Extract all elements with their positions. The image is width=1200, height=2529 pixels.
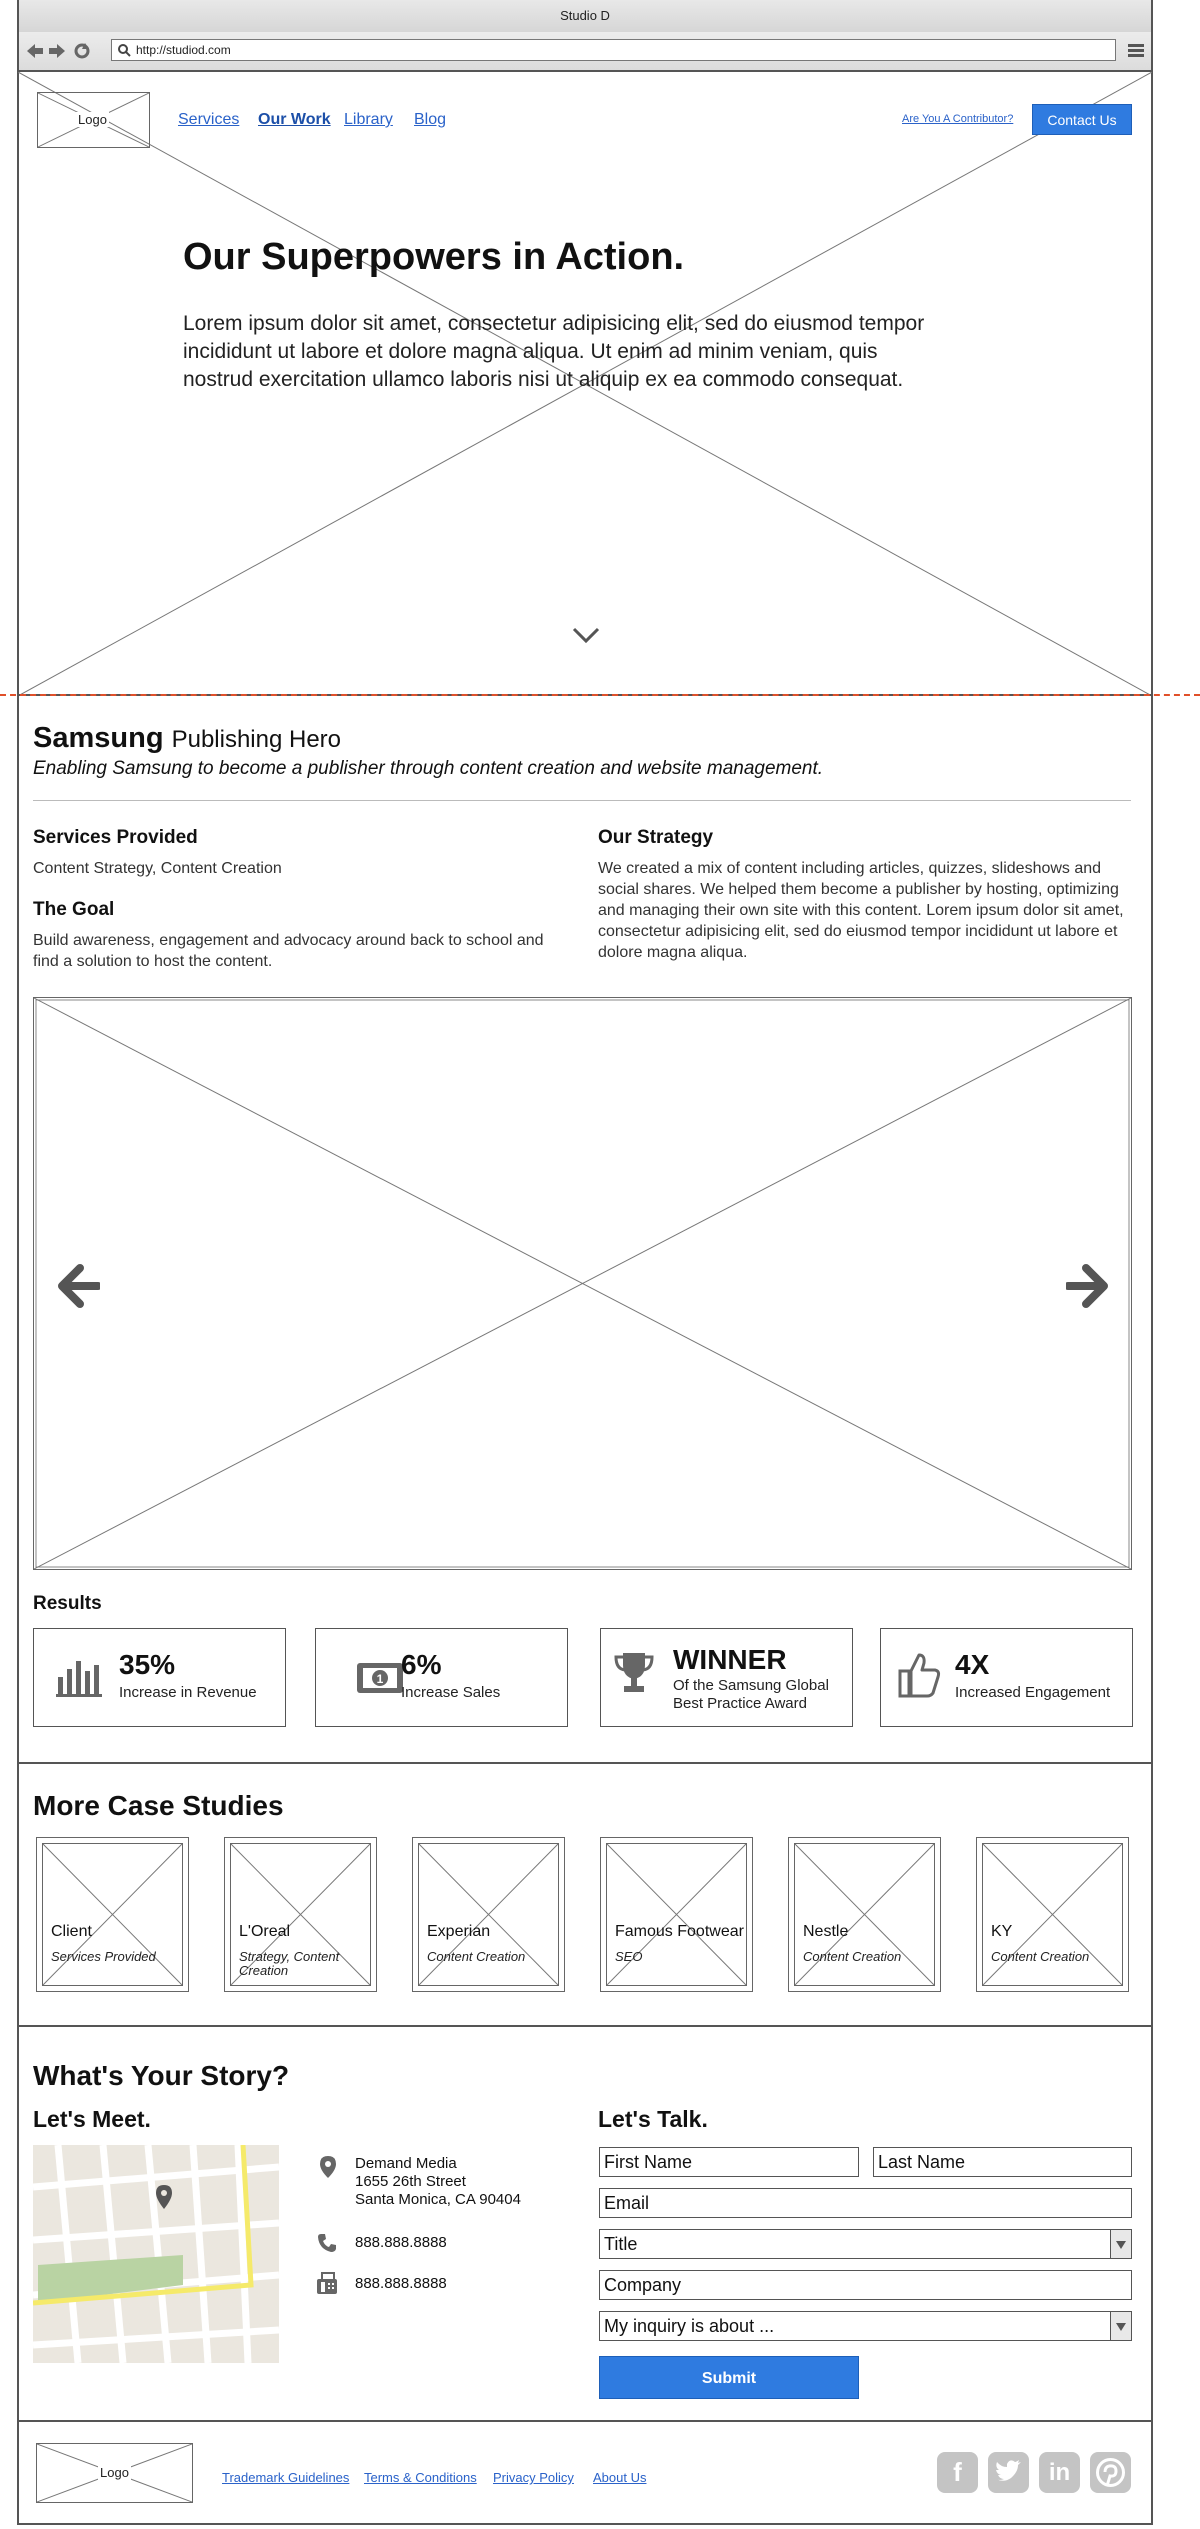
case-project: Publishing Hero bbox=[171, 726, 342, 753]
talk-label: Let's Talk. bbox=[598, 2106, 708, 2132]
bar-chart-icon bbox=[56, 1657, 102, 1697]
forward-icon[interactable] bbox=[49, 44, 65, 58]
title-select[interactable] bbox=[599, 2229, 1132, 2259]
services-value: Content Strategy, Content Creation bbox=[33, 860, 282, 877]
case-title bbox=[33, 722, 341, 755]
phone-icon bbox=[317, 2233, 337, 2253]
result-label: Increase Sales bbox=[401, 1684, 501, 1701]
window-title: Studio D bbox=[19, 0, 1151, 33]
hero-title: Our Superpowers in Action. bbox=[183, 236, 685, 278]
divider bbox=[33, 800, 1131, 801]
case-thumb-name: Experian bbox=[427, 1923, 491, 1940]
submit-button[interactable]: Submit bbox=[599, 2356, 859, 2399]
logo-text: Logo bbox=[78, 112, 107, 127]
contact-us-button[interactable]: Contact Us bbox=[1032, 104, 1132, 135]
goal-value: Build awareness, engagement and advocacy around back to school and find a solution to host the content. bbox=[33, 932, 544, 970]
case-thumb-ky[interactable] bbox=[976, 1837, 1129, 1992]
case-thumb-experian[interactable] bbox=[412, 1837, 565, 1992]
section-divider bbox=[18, 1762, 1152, 1764]
carousel-next-arrow-icon[interactable] bbox=[1066, 1264, 1110, 1308]
contributor-link[interactable]: Are You A Contributor? bbox=[902, 113, 1014, 125]
location-pin-icon bbox=[319, 2155, 337, 2179]
case-thumb-service: Services Provided bbox=[51, 1949, 156, 1964]
fax-icon bbox=[315, 2272, 339, 2296]
title-select-value: Title bbox=[604, 2234, 638, 2254]
case-thumb-service: SEO bbox=[615, 1949, 643, 1964]
nav-services[interactable]: Services bbox=[178, 111, 240, 128]
fax-number: 888.888.8888 bbox=[355, 2275, 447, 2292]
thumbs-up-icon bbox=[897, 1651, 941, 1699]
address-street: 1655 26th Street bbox=[355, 2173, 466, 2190]
reload-icon[interactable] bbox=[76, 43, 89, 57]
results-label: Results bbox=[33, 1593, 102, 1614]
case-thumb-name: Client bbox=[51, 1923, 92, 1940]
menu-icon[interactable] bbox=[1127, 41, 1145, 59]
header-logo[interactable] bbox=[37, 92, 150, 148]
nav-our-work[interactable]: Our Work bbox=[258, 111, 331, 128]
trophy-icon bbox=[614, 1651, 654, 1695]
chevron-down-icon[interactable] bbox=[572, 626, 600, 644]
result-value: WINNER bbox=[673, 1644, 787, 1675]
case-tagline: Enabling Samsung to become a publisher through content creation and website management. bbox=[33, 758, 824, 779]
case-thumb-name: KY bbox=[991, 1923, 1013, 1940]
case-thumb-loreal[interactable] bbox=[224, 1837, 377, 1992]
footer-link-trademark[interactable]: Trademark Guidelines bbox=[222, 2470, 350, 2485]
twitter-icon[interactable] bbox=[988, 2452, 1029, 2493]
strategy-label: Our Strategy bbox=[598, 827, 714, 848]
footer-logo[interactable] bbox=[36, 2443, 193, 2503]
nav-library[interactable]: Library bbox=[344, 111, 393, 128]
case-thumb-service: Content Creation bbox=[991, 1949, 1090, 1964]
result-label: Increase in Revenue bbox=[119, 1684, 257, 1701]
address-company: Demand Media bbox=[355, 2155, 457, 2172]
pinterest-icon[interactable] bbox=[1090, 2452, 1131, 2493]
case-thumb-name: Nestle bbox=[803, 1923, 849, 1940]
case-thumb-client[interactable] bbox=[36, 1837, 189, 1992]
hero-body: Lorem ipsum dolor sit amet, consectetur adipisicing elit, sed do eiusmod tempor incididunt ut labore et dolore magna aliqua. Ut enim ad minim veniam, quis nostrud exercitation ullamco laboris nisi ut aliquip ex ea commodo consequat. bbox=[183, 312, 925, 391]
browser-nav-icons bbox=[25, 41, 95, 61]
svg-text:1: 1 bbox=[376, 1672, 384, 1686]
case-thumb-service: Content Creation bbox=[803, 1949, 902, 1964]
phone-number[interactable]: 888.888.8888 bbox=[355, 2234, 447, 2251]
facebook-icon[interactable]: f bbox=[937, 2452, 978, 2493]
story-title: What's Your Story? bbox=[33, 2060, 290, 2091]
more-cases-title: More Case Studies bbox=[33, 1790, 284, 1821]
first-name-field[interactable]: First Name bbox=[599, 2147, 859, 2177]
case-client: Samsung bbox=[33, 722, 164, 754]
money-icon bbox=[356, 1662, 404, 1694]
footer-link-about[interactable]: About Us bbox=[593, 2470, 647, 2485]
inquiry-select[interactable] bbox=[599, 2311, 1132, 2341]
result-card bbox=[315, 1628, 568, 1727]
back-icon[interactable] bbox=[27, 44, 43, 58]
inquiry-select-value: My inquiry is about ... bbox=[604, 2316, 775, 2336]
meet-label: Let's Meet. bbox=[33, 2106, 151, 2132]
goal-label: The Goal bbox=[33, 899, 115, 920]
section-divider bbox=[18, 2025, 1152, 2027]
case-carousel-image bbox=[33, 997, 1132, 1570]
case-thumb-famous-footwear[interactable] bbox=[600, 1837, 753, 1992]
location-map[interactable] bbox=[33, 2145, 279, 2363]
section-divider bbox=[18, 2420, 1152, 2422]
result-value: 4X bbox=[955, 1649, 990, 1680]
nav-blog[interactable]: Blog bbox=[414, 111, 447, 128]
case-thumb-name: Famous Footwear bbox=[615, 1923, 744, 1940]
result-label: Of the Samsung Global Best Practice Award bbox=[673, 1677, 829, 1712]
linkedin-icon[interactable]: in bbox=[1039, 2452, 1080, 2493]
chevron-down-icon bbox=[1110, 2230, 1131, 2258]
browser-toolbar bbox=[19, 32, 1151, 72]
url-text: http://studiod.com bbox=[136, 43, 231, 57]
logo-text: Logo bbox=[100, 2465, 129, 2480]
address-city: Santa Monica, CA 90404 bbox=[355, 2191, 521, 2208]
last-name-field[interactable]: Last Name bbox=[873, 2147, 1132, 2177]
result-card bbox=[600, 1628, 853, 1727]
carousel-prev-arrow-icon[interactable] bbox=[56, 1264, 100, 1308]
company-field[interactable]: Company bbox=[599, 2270, 1132, 2300]
url-bar[interactable] bbox=[111, 39, 1116, 61]
footer-link-privacy[interactable]: Privacy Policy bbox=[493, 2470, 574, 2485]
chevron-down-icon bbox=[1110, 2312, 1131, 2340]
result-card bbox=[33, 1628, 286, 1727]
result-value: 35% bbox=[119, 1649, 176, 1680]
case-thumb-name: L'Oreal bbox=[239, 1923, 291, 1940]
search-icon bbox=[117, 43, 131, 57]
result-value: 6% bbox=[401, 1649, 442, 1680]
fold-line bbox=[0, 694, 1200, 696]
result-label: Increased Engagement bbox=[955, 1684, 1111, 1701]
result-card bbox=[880, 1628, 1133, 1727]
case-thumb-service: Content Creation bbox=[427, 1949, 526, 1964]
services-label: Services Provided bbox=[33, 827, 198, 848]
case-thumb-service: Strategy, Content Creation bbox=[239, 1949, 340, 1978]
strategy-value: We created a mix of content including articles, quizzes, slideshows and social shares. We helped them become a publisher by hosting, optimizing and managing their own site with this content. Lorem ipsum dolor sit amet, consectetur adipisicing elit, sed do eiusmod tempor incididunt ut labore et dolore magna aliqua. bbox=[598, 860, 1124, 961]
case-thumb-nestle[interactable] bbox=[788, 1837, 941, 1992]
email-field[interactable]: Email bbox=[599, 2188, 1132, 2218]
footer-link-terms[interactable]: Terms & Conditions bbox=[364, 2470, 477, 2485]
